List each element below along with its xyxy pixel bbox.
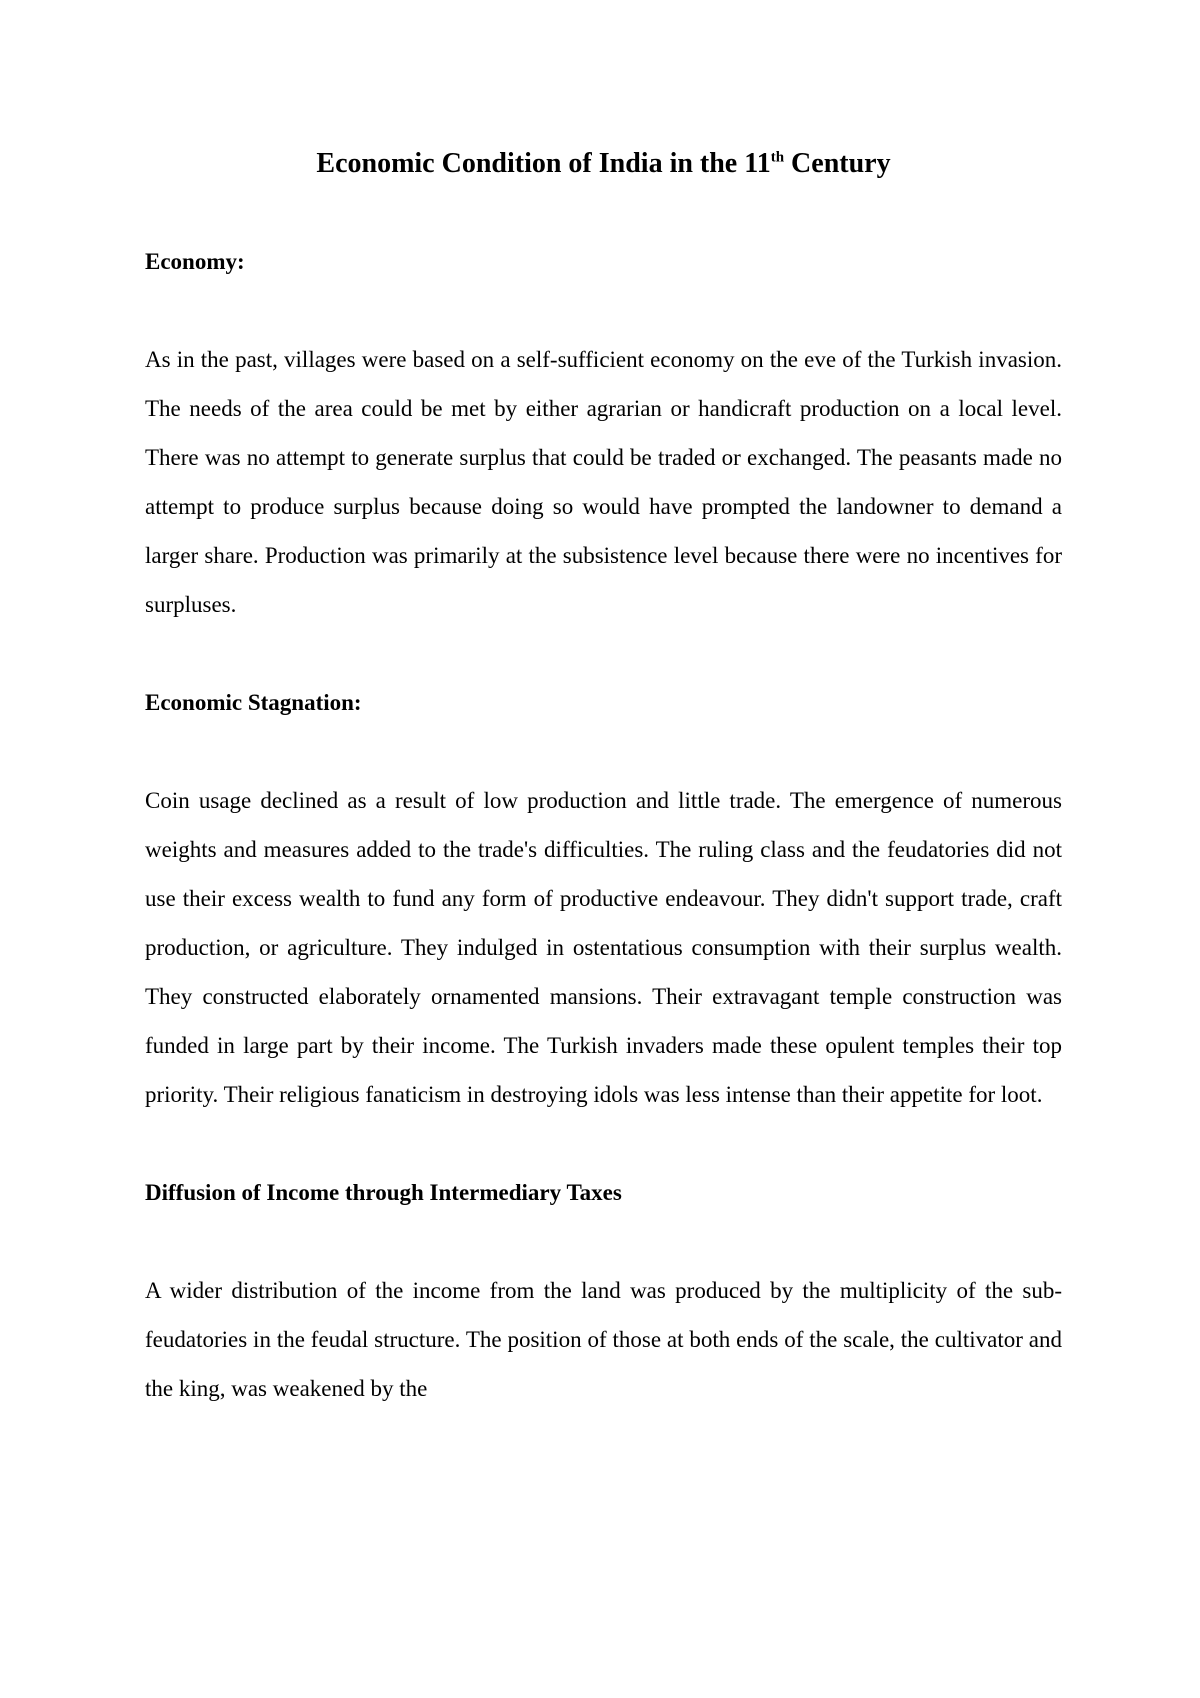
spacer xyxy=(145,1217,1062,1266)
title-text: Economic Condition of India in the 11 xyxy=(316,148,771,179)
section-paragraph-economy: As in the past, villages were based on a self-sufficient economy on the eve of the Turkish invasion. The needs of the area could be met by either agrarian or handicraft production on a local level. There was no attempt to generate surplus that could be traded or exchanged. The peasants made no attempt to produce surplus because doing so would have prompted the landowner to demand a larger share. Production was primarily at the subsistence level because there were no incentives for surpluses. xyxy=(145,347,1062,617)
title-text-end: Century xyxy=(784,148,891,179)
spacer xyxy=(145,727,1062,776)
section-heading-diffusion: Diffusion of Income through Intermediary Taxes xyxy=(145,1180,622,1205)
spacer xyxy=(145,188,1062,237)
title-superscript: th xyxy=(770,149,785,166)
spacer xyxy=(145,1119,1062,1168)
section-paragraph-stagnation: Coin usage declined as a result of low production and little trade. The emergence of numerous weights and measures added to the trade's difficulties. The ruling class and the feudatories did not use their excess wealth to fund any form of productive endeavour. They didn't support trade, craft production, or agriculture. They indulged in ostentatious consumption with their surplus wealth. They constructed elaborately ornamented mansions. Their extravagant temple construction was funded in large part by their income. The Turkish invaders made these opulent temples their top priority. Their religious fanaticism in destroying idols was less intense than their appetite for loot. xyxy=(145,788,1062,1107)
section-heading-economy: Economy: xyxy=(145,249,245,274)
document-body xyxy=(145,140,1062,1413)
document-title xyxy=(145,140,1062,188)
spacer xyxy=(145,286,1062,335)
spacer xyxy=(145,629,1062,678)
section-heading-stagnation: Economic Stagnation: xyxy=(145,690,362,715)
section-paragraph-diffusion: A wider distribution of the income from the land was produced by the multiplicity of the sub-feudatories in the feudal structure. The position of those at both ends of the scale, the cultivator and the king, was weakened by the xyxy=(145,1278,1062,1401)
